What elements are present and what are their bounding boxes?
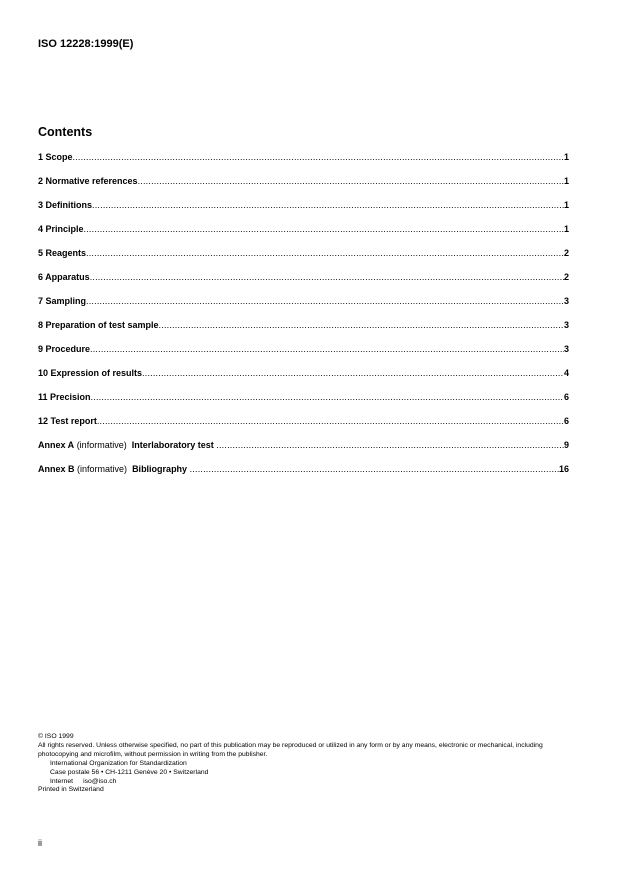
dot-leader xyxy=(73,152,564,162)
rights-statement: All rights reserved. Unless otherwise specified, no part of this publication may be reproduced or utilized in any form or by any means, electronic or mechanical, including photocopying and microfilm, without permission in writing from the publisher. xyxy=(38,741,543,758)
printed-in: Printed in Switzerland xyxy=(38,786,104,794)
toc-entry-page: 1 xyxy=(563,152,569,162)
internet-address[interactable]: iso@iso.ch xyxy=(83,777,117,785)
dot-leader xyxy=(91,392,564,402)
toc-entry-expression-of-results[interactable] xyxy=(38,368,569,392)
dot-leader xyxy=(90,272,564,282)
postal-address: Case postale 56 • CH-1211 Genève 20 • Switzerland xyxy=(50,768,209,776)
toc-entry-label: 5 Reagents xyxy=(38,248,87,258)
dot-leader xyxy=(86,248,564,258)
copyright-notice xyxy=(38,733,578,795)
toc-entry-label: 4 Principle xyxy=(38,224,84,234)
toc-entry-page: 6 xyxy=(563,416,569,426)
toc-entry-page: 2 xyxy=(563,248,569,258)
toc-entry-page: 16 xyxy=(558,464,569,474)
toc-entry-annex-a[interactable] xyxy=(38,440,569,464)
toc-entry-label: 9 Procedure xyxy=(38,344,91,354)
toc-entry-label: 6 Apparatus xyxy=(38,272,90,282)
toc-entry-label: 11 Precision xyxy=(38,392,91,402)
dot-leader xyxy=(97,416,564,426)
toc-entry-label: 1 Scope xyxy=(38,152,73,162)
toc-entry-page: 6 xyxy=(563,392,569,402)
toc-entry-page: 3 xyxy=(563,344,569,354)
toc-entry-principle[interactable] xyxy=(38,224,569,248)
annex-title: Bibliography xyxy=(132,464,188,474)
toc-entry-page: 3 xyxy=(563,320,569,330)
toc-entry-label: 7 Sampling xyxy=(38,296,87,306)
toc-entry-sampling[interactable] xyxy=(38,296,569,320)
internet-line xyxy=(38,778,578,787)
annex-qualifier: (informative) xyxy=(77,464,128,474)
annex-label: Annex A xyxy=(38,440,75,450)
copyright-line: © ISO 1999 xyxy=(38,733,74,740)
table-of-contents xyxy=(38,152,569,488)
toc-entry-page: 1 xyxy=(563,200,569,210)
toc-entry-procedure[interactable] xyxy=(38,344,569,368)
organization-name: International Organization for Standardization xyxy=(50,759,187,767)
toc-entry-page: 1 xyxy=(563,224,569,234)
dot-leader xyxy=(142,368,564,378)
toc-entry-definitions[interactable] xyxy=(38,200,569,224)
toc-entry-page: 4 xyxy=(563,368,569,378)
dot-leader xyxy=(216,440,564,450)
dot-leader xyxy=(138,176,564,186)
toc-entry-label: 3 Definitions xyxy=(38,200,93,210)
toc-entry-scope[interactable] xyxy=(38,152,569,176)
toc-entry-page: 9 xyxy=(563,440,569,450)
toc-entry-label: 8 Preparation of test sample xyxy=(38,320,159,330)
toc-entry-normative-references[interactable] xyxy=(38,176,569,200)
annex-label: Annex B xyxy=(38,464,75,474)
internet-label: Internet xyxy=(50,777,74,785)
toc-entry-apparatus[interactable] xyxy=(38,272,569,296)
annex-title: Interlaboratory test xyxy=(131,440,214,450)
toc-entry-reagents[interactable] xyxy=(38,248,569,272)
document-id-header: ISO 12228:1999(E) xyxy=(38,38,134,50)
contents-heading: Contents xyxy=(38,125,93,139)
toc-entry-page: 2 xyxy=(563,272,569,282)
toc-entry-label: 2 Normative references xyxy=(38,176,138,186)
dot-leader xyxy=(190,464,559,474)
annex-qualifier: (informative) xyxy=(76,440,127,450)
dot-leader xyxy=(86,296,564,306)
dot-leader xyxy=(90,344,564,354)
page-number: ii xyxy=(38,838,42,848)
toc-entry-precision[interactable] xyxy=(38,392,569,416)
toc-entry-label: 10 Expression of results xyxy=(38,368,143,378)
toc-entry-page: 1 xyxy=(563,176,569,186)
toc-entry-label: 12 Test report xyxy=(38,416,97,426)
toc-entry-test-report[interactable] xyxy=(38,416,569,440)
toc-entry-preparation-of-test-sample[interactable] xyxy=(38,320,569,344)
toc-entry-page: 3 xyxy=(563,296,569,306)
toc-entry-annex-b[interactable] xyxy=(38,464,569,488)
dot-leader xyxy=(92,200,564,210)
dot-leader xyxy=(159,320,564,330)
dot-leader xyxy=(84,224,564,234)
